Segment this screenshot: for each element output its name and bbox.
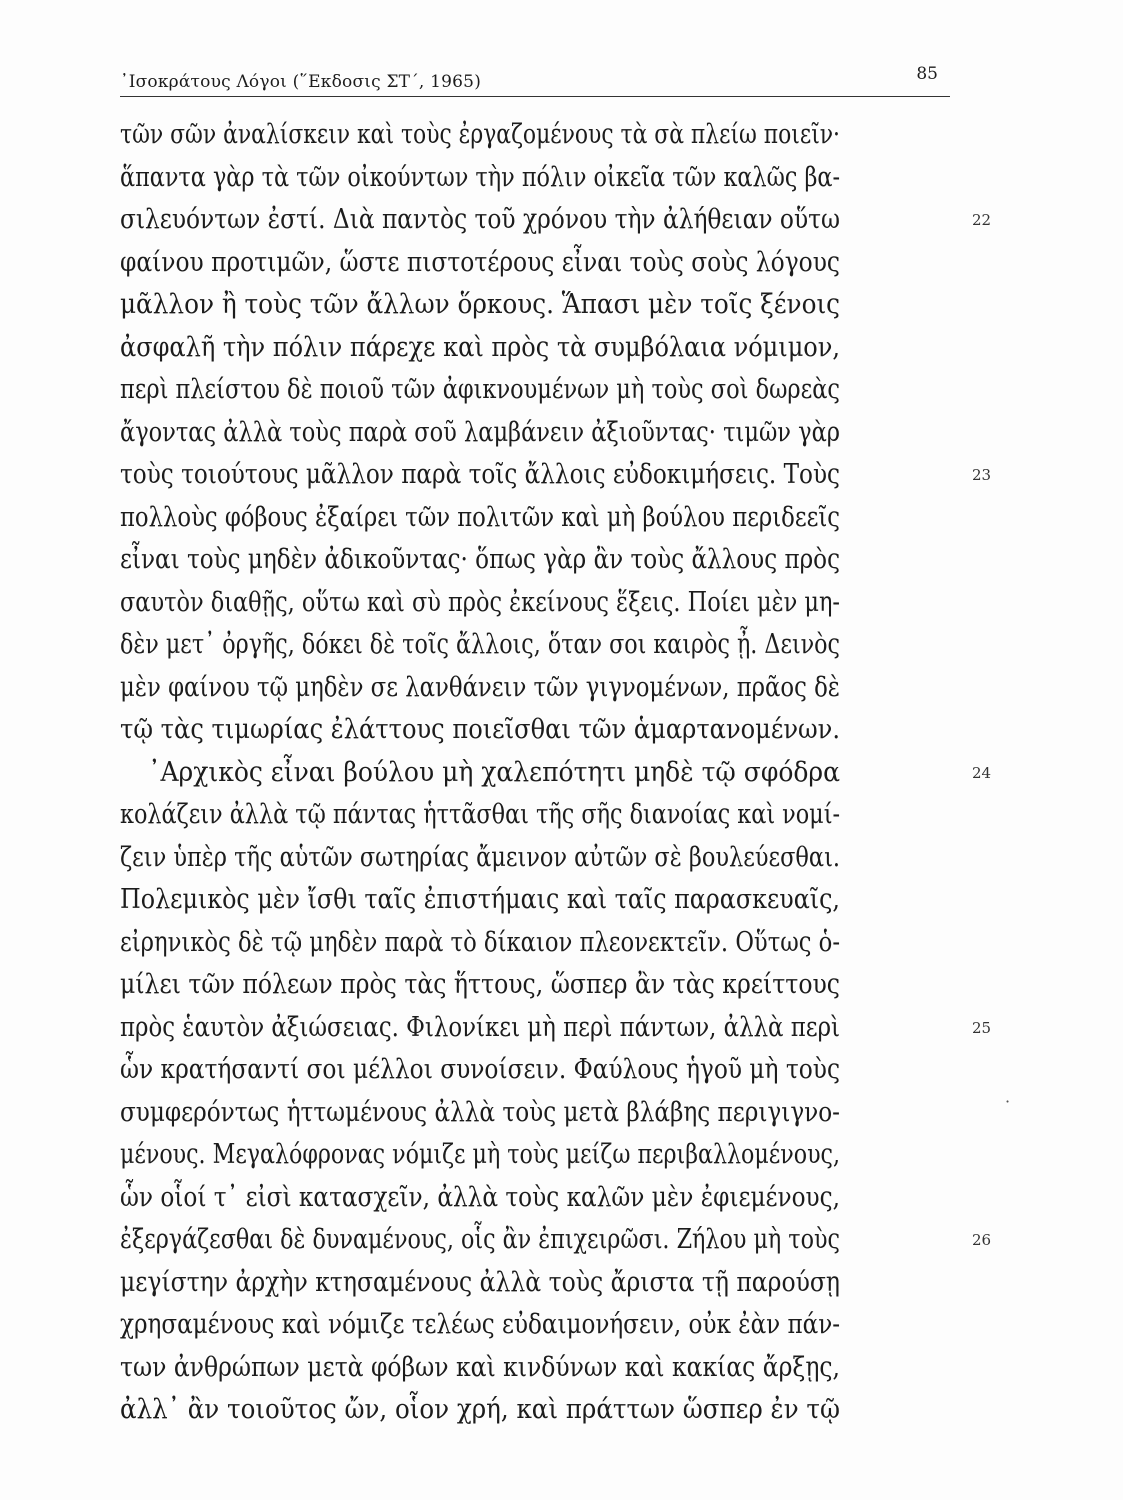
line-text: χρησαμένους καὶ νόμιζε τελέως εὐδαιμονήσειν, οὐκ ἐὰν πάν- (120, 1309, 840, 1340)
text-line (120, 624, 965, 667)
line-text: ὧν οἷοί τ᾽ εἰσὶ κατασχεῖν, ἀλλὰ τοὺς καλῶν μὲν ἐφιεμένους, (120, 1181, 840, 1213)
text-line (120, 709, 965, 752)
text-line (120, 199, 992, 242)
section-number: 26 (972, 1231, 992, 1249)
line-text: τοὺς τοιούτους μᾶλλον παρὰ τοῖς ἄλλοις εὐδοκιμήσεις. Τοὺς (120, 459, 840, 490)
line-text: δὲν μετ᾽ ὀργῆς, δόκει δὲ τοῖς ἄλλοις, ὅταν σοι καιρὸς ᾖ. Δεινὸς (120, 629, 840, 660)
text-line (120, 539, 965, 582)
line-text: τῷ τὰς τιμωρίας ἐλάττους ποιεῖσθαι τῶν ἁμαρτανομένων. (120, 714, 840, 745)
line-text: μίλει τῶν πόλεων πρὸς τὰς ἥττους, ὥσπερ ἂν τὰς κρείττους (120, 969, 840, 1000)
running-head (120, 62, 950, 97)
line-text: ἀσφαλῆ τὴν πόλιν πάρεχε καὶ πρὸς τὰ συμβόλαια νόμιμον, (120, 331, 840, 363)
text-line (120, 879, 965, 922)
line-text: μένους. Μεγαλόφρονας νόμιζε μὴ τοὺς μείζω περιβαλλομένους, (120, 1139, 840, 1170)
line-text: μᾶλλον ἢ τοὺς τῶν ἄλλων ὅρκους. Ἅπασι μὲν τοῖς ξένοις (120, 289, 840, 320)
text-line (120, 1049, 965, 1092)
line-text: των ἀνθρώπων μετὰ φόβων καὶ κινδύνων καὶ κακίας ἄρξῃς, (120, 1351, 840, 1383)
text-line (120, 157, 965, 200)
line-text: ζειν ὑπὲρ τῆς αὑτῶν σωτηρίας ἄμεινον αὐτῶν σὲ βουλεύεσθαι. (120, 841, 840, 873)
text-line (120, 497, 965, 540)
line-text: Πολεμικὸς μὲν ἴσθι ταῖς ἐπιστήμαις καὶ ταῖς παρασκευαῖς, (120, 884, 840, 915)
line-text: ἅπαντα γὰρ τὰ τῶν οἰκούντων τὴν πόλιν οἰκεῖα τῶν καλῶς βα- (120, 161, 840, 193)
text-line (120, 1092, 965, 1135)
text-line (120, 1262, 965, 1305)
body-text (120, 114, 992, 1432)
line-text: εἰρηνικὸς δὲ τῷ μηδὲν παρὰ τὸ δίκαιον πλεονεκτεῖν. Οὕτως ὁ- (120, 926, 840, 958)
section-number: 24 (972, 763, 992, 782)
text-line (120, 667, 965, 710)
line-text: ᾽Αρχικὸς εἶναι βούλου μὴ χαλεπότητι μηδὲ τῷ σφόδρα (148, 756, 840, 788)
line-text: τῶν σῶν ἀναλίσκειν καὶ τοὺς ἐργαζομένους τὰ σὰ πλείω ποιεῖν· (120, 119, 840, 150)
text-line (120, 1304, 965, 1347)
line-text: ἐξεργάζεσθαι δὲ δυναμένους, οἷς ἂν ἐπιχειρῶσι. Ζήλου μὴ τοὺς (120, 1224, 840, 1255)
line-text: συμφερόντως ἡττωμένους ἀλλὰ τοὺς μετὰ βλάβης περιγιγνο- (120, 1096, 840, 1128)
text-line (120, 242, 965, 285)
text-line (120, 582, 965, 625)
line-text: σαυτὸν διαθῇς, οὕτω καὶ σὺ πρὸς ἐκείνους ἕξεις. Ποίει μὲν μη- (120, 586, 840, 618)
section-number: 22 (972, 211, 992, 229)
text-line (120, 412, 965, 455)
text-line (120, 1389, 965, 1432)
text-line (120, 794, 965, 837)
text-line (120, 922, 965, 965)
line-text: κολάζειν ἀλλὰ τῷ πάντας ἡττᾶσθαι τῆς σῆς διανοίας καὶ νομί- (120, 799, 840, 830)
text-line (120, 454, 992, 497)
section-number: 23 (972, 466, 992, 484)
text-line (120, 1177, 965, 1220)
text-line (120, 114, 965, 157)
text-line (120, 1007, 992, 1050)
text-line (120, 1347, 965, 1390)
line-text: μὲν φαίνου τῷ μηδὲν σε λανθάνειν τῶν γιγνομένων, πρᾶος δὲ (120, 671, 840, 703)
text-line (120, 369, 965, 412)
line-text: ἄγοντας ἀλλὰ τοὺς παρὰ σοῦ λαμβάνειν ἀξιοῦντας· τιμῶν γὰρ (120, 416, 840, 448)
line-text: σιλευόντων ἐστί. Διὰ παντὸς τοῦ χρόνου τὴν ἀλήθειαν οὕτω (120, 204, 840, 235)
line-text: εἶναι τοὺς μηδὲν ἀδικοῦντας· ὅπως γὰρ ἂν τοὺς ἄλλους πρὸς (120, 544, 840, 575)
line-text: πρὸς ἑαυτὸν ἀξιώσειας. Φιλονίκει μὴ περὶ πάντων, ἀλλὰ περὶ (120, 1011, 840, 1043)
section-number: 25 (972, 1018, 992, 1037)
page-number: 85 (916, 64, 938, 84)
line-text: πολλοὺς φόβους ἐξαίρει τῶν πολιτῶν καὶ μὴ βούλου περιδεεῖς (120, 501, 840, 533)
line-text: μεγίστην ἀρχὴν κτησαμένους ἀλλὰ τοὺς ἄριστα τῇ παρούσῃ (120, 1266, 840, 1298)
text-line (120, 752, 992, 795)
line-text: περὶ πλείστου δὲ ποιοῦ τῶν ἀφικνουμένων μὴ τοὺς σοὶ δωρεὰς (120, 374, 840, 405)
running-title: ᾽Ισοκράτους Λόγοι (῞Εκδοσις ΣΤ΄, 1965) (120, 72, 482, 92)
stray-mark: · (1005, 1092, 1011, 1111)
line-text: ὧν κρατήσαντί σοι μέλλοι συνοίσειν. Φαύλους ἡγοῦ μὴ τοὺς (120, 1054, 840, 1085)
text-line (120, 327, 965, 370)
line-text: φαίνου προτιμῶν, ὥστε πιστοτέρους εἶναι τοὺς σοὺς λόγους (120, 246, 840, 278)
text-line (120, 837, 965, 880)
line-text: ἀλλ᾽ ἂν τοιοῦτος ὤν, οἷον χρή, καὶ πράττων ὥσπερ ἐν τῷ (120, 1394, 840, 1425)
text-line (120, 284, 965, 327)
text-line (120, 1219, 992, 1262)
text-line (120, 964, 965, 1007)
text-line (120, 1134, 965, 1177)
